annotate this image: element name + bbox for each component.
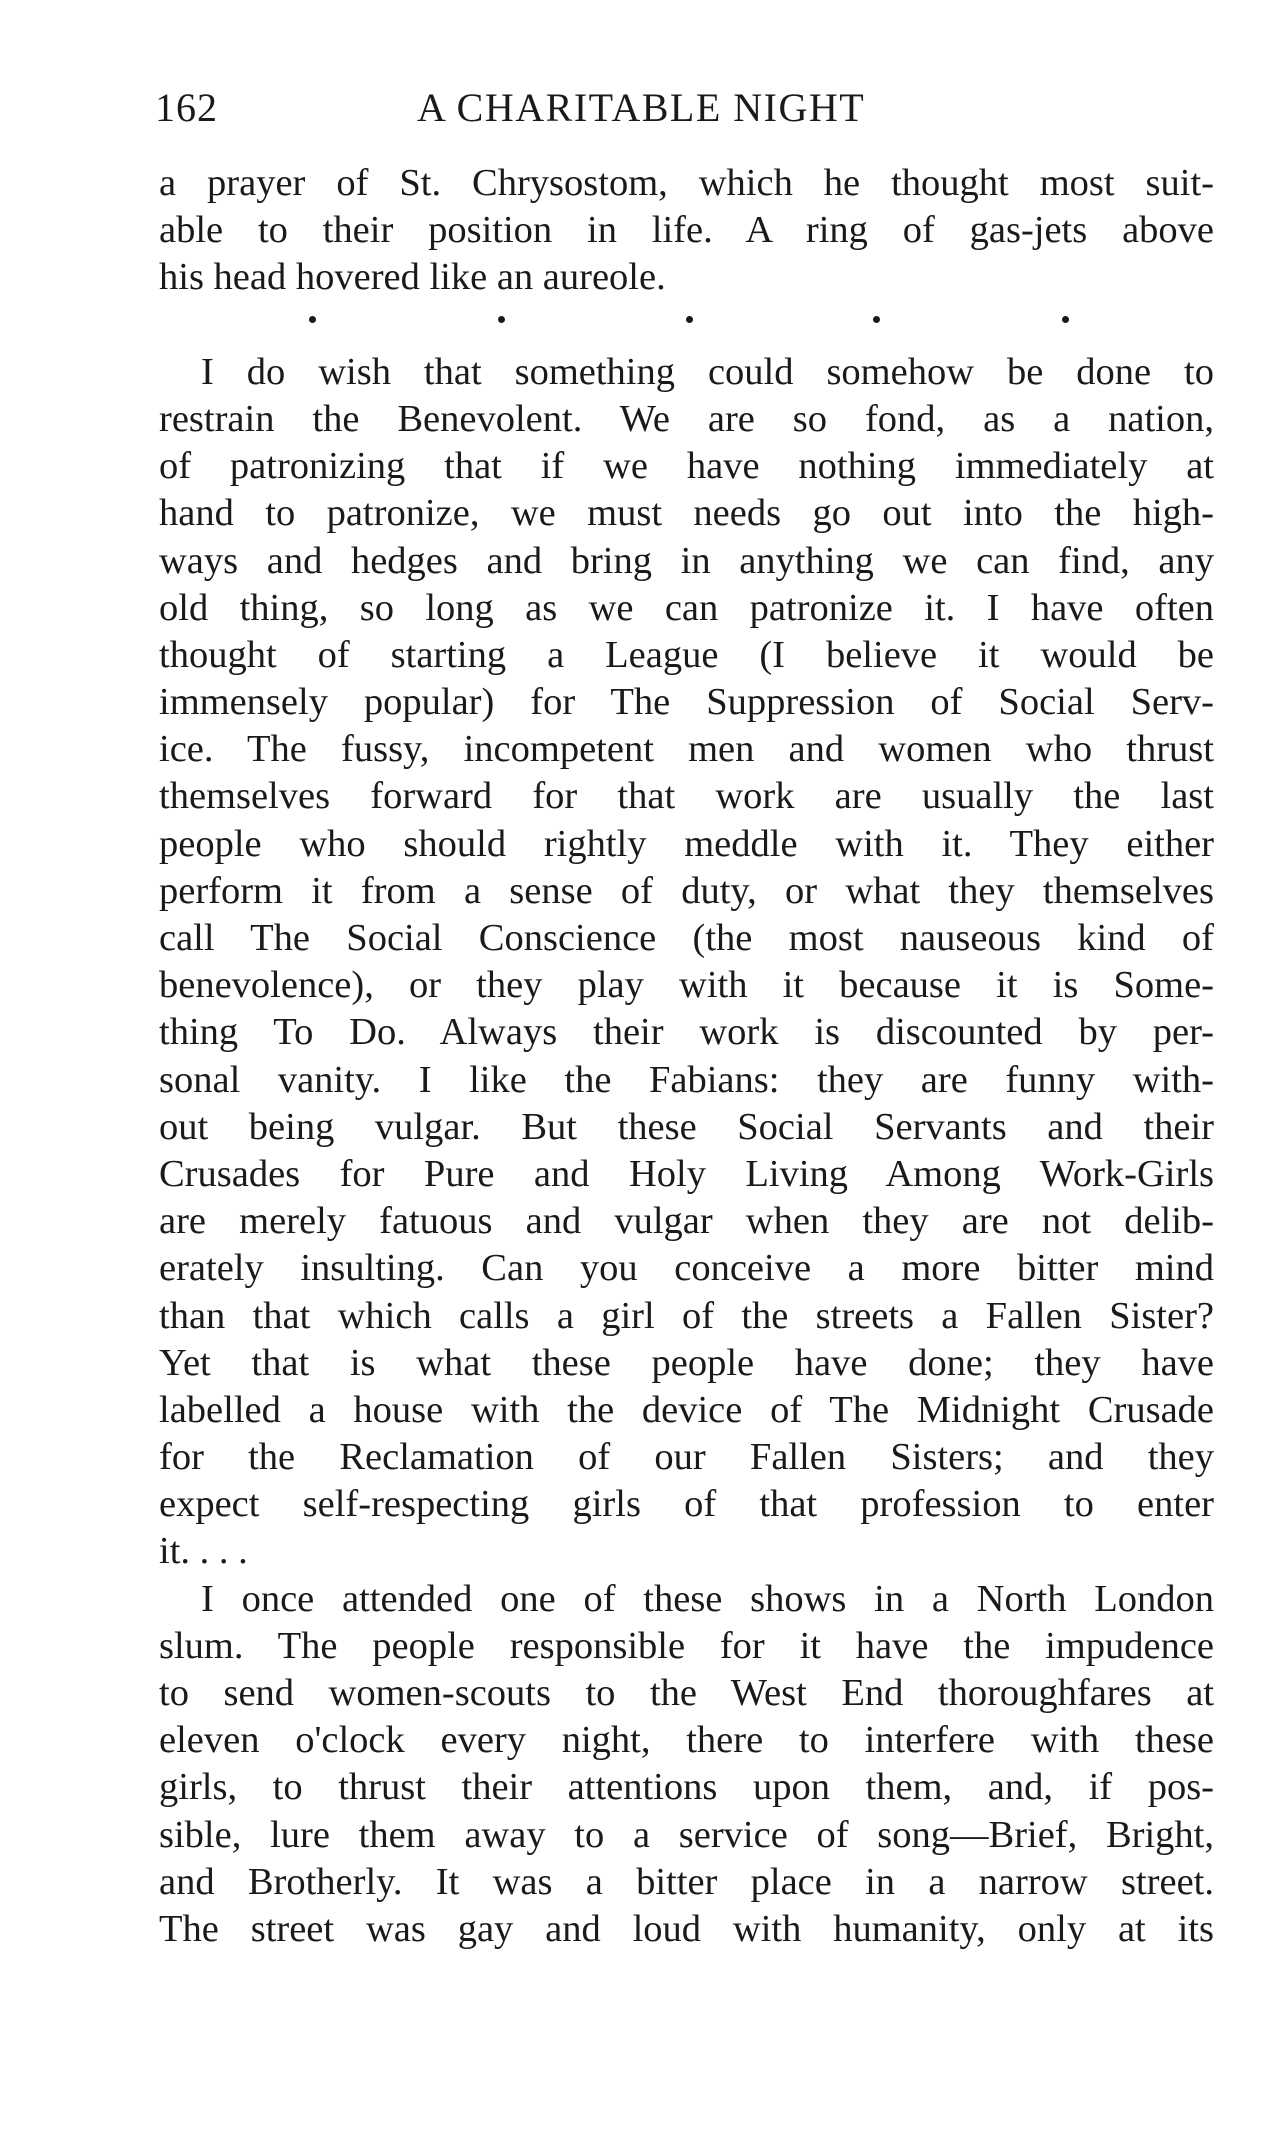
ornament-dot — [1062, 316, 1069, 323]
text-line: able to their position in life. A ring of gas-jets above — [159, 209, 1214, 252]
paragraph-3 — [159, 1576, 1214, 1954]
ornament-dot — [309, 316, 316, 323]
text-block — [159, 160, 1214, 1953]
text-line: of patronizing that if we have nothing immediately at — [159, 445, 1214, 488]
text-line: call The Social Conscience (the most nauseous kind of — [159, 917, 1214, 959]
text-line: expect self-respecting girls of that profession to enter — [159, 1483, 1214, 1526]
text-line: I do wish that something could somehow be done to — [201, 350, 1214, 393]
text-line: girls, to thrust their attentions upon them, and, if pos- — [159, 1766, 1214, 1809]
paragraph-2 — [159, 349, 1214, 1576]
text-line: themselves forward for that work are usually the last — [159, 775, 1214, 818]
text-line: sible, lure them away to a service of song—Brief, Bright, — [159, 1813, 1214, 1856]
text-line: it. . . . — [159, 1530, 248, 1573]
text-line: Crusades for Pure and Holy Living Among Work-Girls — [159, 1152, 1214, 1195]
text-line: restrain the Benevolent. We are so fond, as a nation, — [159, 397, 1214, 440]
text-line: old thing, so long as we can patronize it. I have often — [159, 586, 1214, 629]
text-line: than that which calls a girl of the streets a Fallen Sister? — [159, 1294, 1214, 1337]
text-line: out being vulgar. But these Social Servants and their — [159, 1105, 1214, 1148]
ornament-dot — [498, 316, 505, 323]
text-line: are merely fatuous and vulgar when they are not delib- — [159, 1200, 1214, 1243]
text-line: people who should rightly meddle with it. They either — [159, 822, 1214, 865]
text-line: Yet that is what these people have done; they have — [159, 1341, 1214, 1384]
text-line: a prayer of St. Chrysostom, which he thought most suit- — [159, 162, 1214, 204]
page-number: 162 — [155, 85, 218, 130]
text-line: erately insulting. Can you conceive a more bitter mind — [159, 1247, 1214, 1290]
section-break — [159, 302, 1214, 349]
text-line: his head hovered like an aureole. — [159, 256, 666, 299]
text-line: hand to patronize, we must needs go out into the high- — [159, 492, 1214, 535]
ornament-dot — [686, 316, 693, 323]
text-line: eleven o'clock every night, there to interfere with these — [159, 1719, 1214, 1762]
text-line: ice. The fussy, incompetent men and women who thrust — [159, 728, 1214, 771]
text-line: perform it from a sense of duty, or what they themselves — [159, 869, 1214, 912]
running-head — [155, 84, 1215, 144]
text-line: I once attended one of these shows in a North London — [201, 1577, 1214, 1620]
paragraph-1 — [159, 160, 1214, 302]
text-line: to send women-scouts to the West End thoroughfares at — [159, 1672, 1214, 1714]
ornament-dot — [873, 316, 880, 323]
text-line: immensely popular) for The Suppression of Social Serv- — [159, 681, 1214, 724]
running-title: A CHARITABLE NIGHT — [417, 85, 866, 130]
text-line: ways and hedges and bring in anything we can find, any — [159, 539, 1214, 582]
text-line: thought of starting a League (I believe it would be — [159, 633, 1214, 676]
text-line: benevolence), or they play with it because it is Some- — [159, 964, 1214, 1007]
text-line: slum. The people responsible for it have the impudence — [159, 1624, 1214, 1667]
text-line: The street was gay and loud with humanity, only at its — [159, 1907, 1214, 1950]
text-line: sonal vanity. I like the Fabians: they are funny with- — [159, 1058, 1214, 1101]
text-line: for the Reclamation of our Fallen Sisters; and they — [159, 1436, 1214, 1479]
text-line: labelled a house with the device of The Midnight Crusade — [159, 1388, 1214, 1431]
text-line: thing To Do. Always their work is discounted by per- — [159, 1011, 1214, 1054]
text-line: and Brotherly. It was a bitter place in a narrow street. — [159, 1860, 1214, 1903]
